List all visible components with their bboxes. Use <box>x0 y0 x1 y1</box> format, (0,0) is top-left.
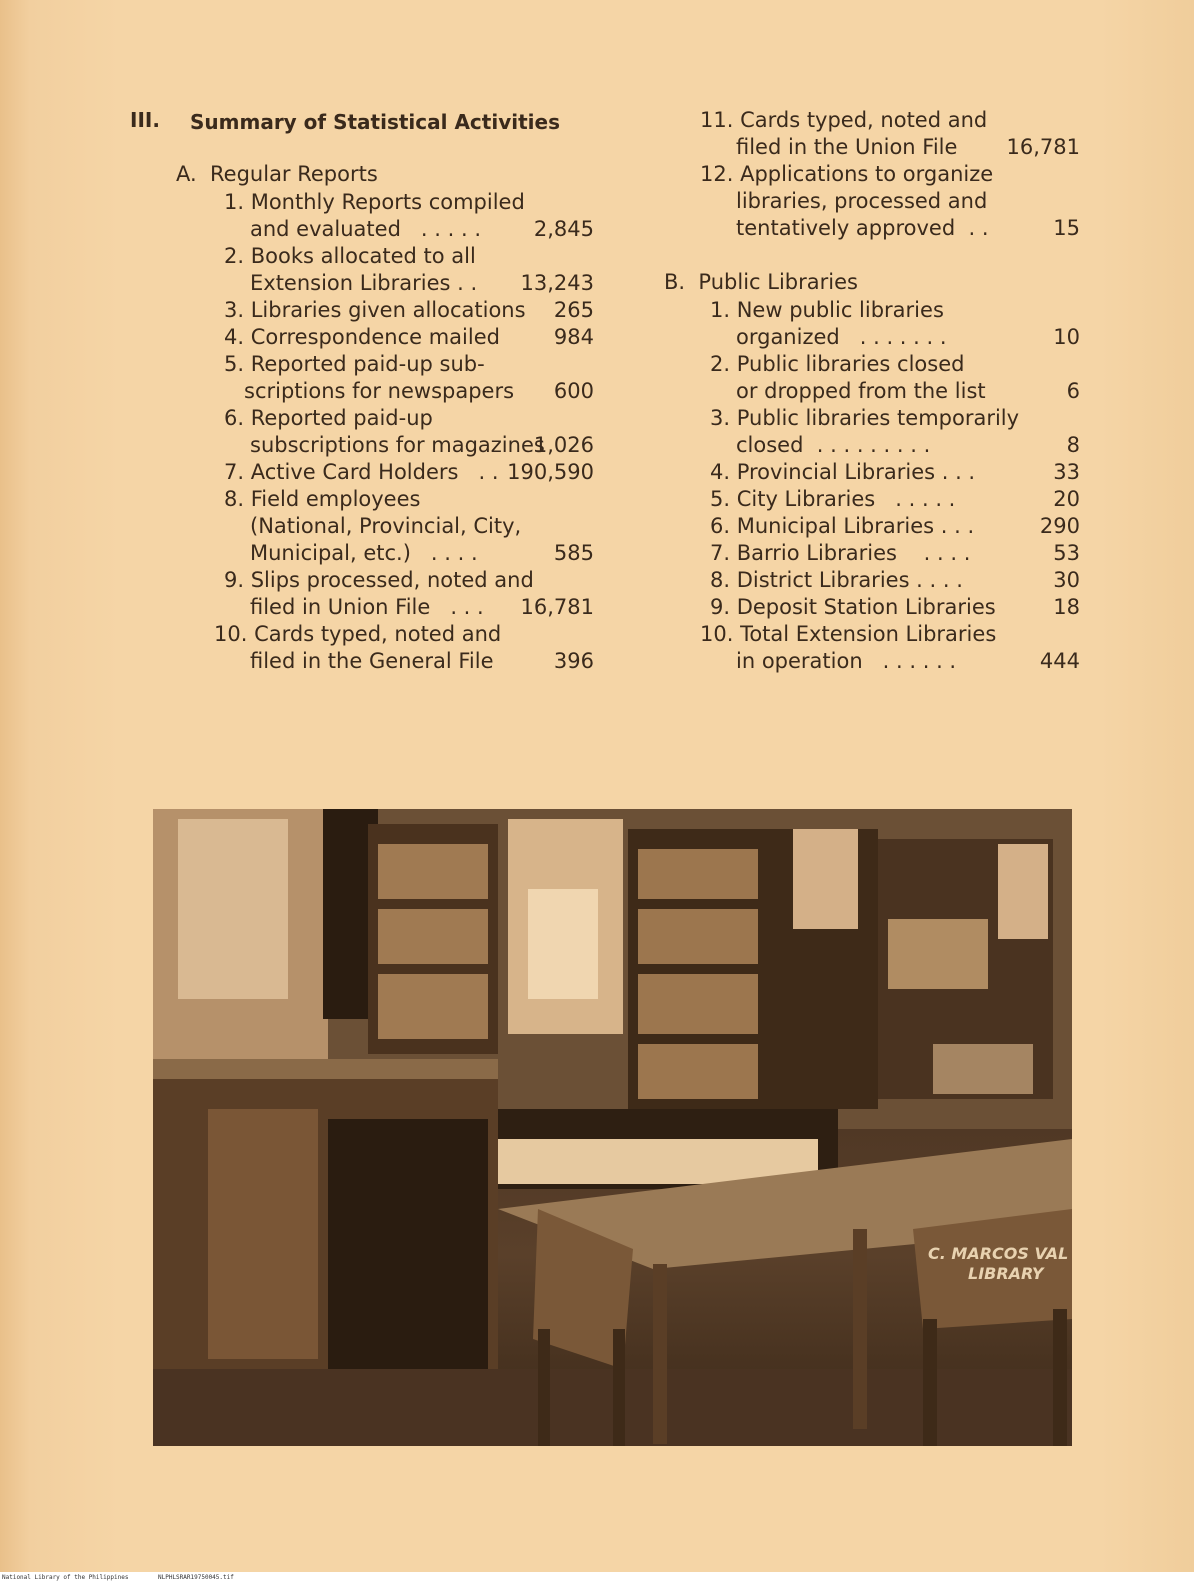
item-text: 2. Books allocated to all <box>224 244 476 268</box>
list-item <box>700 567 1080 594</box>
item-value: 33 <box>1053 460 1080 484</box>
item-text: 6. Reported paid-up <box>224 406 433 430</box>
list-item <box>214 594 594 621</box>
item-value: 984 <box>553 325 594 349</box>
list-item <box>214 459 594 486</box>
list-item <box>214 405 594 432</box>
item-value: 190,590 <box>507 460 594 484</box>
photo-illustration <box>153 809 1072 1446</box>
list-item <box>700 351 1080 378</box>
list-item <box>700 161 1080 188</box>
item-value: 15 <box>1053 216 1080 240</box>
list-item <box>700 459 1080 486</box>
item-text: 3. Public libraries temporarily <box>710 406 1020 430</box>
list-item <box>700 432 1080 459</box>
item-text: filed in the Union File <box>736 135 958 159</box>
item-value: 30 <box>1053 568 1080 592</box>
library-interior-photo <box>153 809 1072 1446</box>
section-title: Summary of Statistical Activities <box>190 110 560 134</box>
list-item <box>214 189 594 216</box>
list-item <box>700 594 1080 621</box>
list-item <box>700 621 1080 648</box>
list-item <box>700 405 1080 432</box>
list-item <box>700 188 1080 215</box>
item-text: subscriptions for magazines <box>250 433 545 457</box>
item-value: 53 <box>1053 541 1080 565</box>
item-value: 1,026 <box>533 433 594 457</box>
item-value: 2,845 <box>533 217 594 241</box>
public-libraries-list <box>700 297 1080 675</box>
list-item <box>214 648 594 675</box>
item-value: 16,781 <box>1006 135 1080 159</box>
list-item <box>214 378 594 405</box>
item-text: libraries, processed and <box>736 189 988 213</box>
list-item <box>214 351 594 378</box>
item-value: 10 <box>1053 325 1080 349</box>
public-libraries-heading: B. Public Libraries <box>664 270 858 294</box>
item-text: 9. Deposit Station Libraries <box>710 595 996 619</box>
list-item <box>700 378 1080 405</box>
item-text: 5. Reported paid-up sub- <box>224 352 485 376</box>
list-item <box>700 648 1080 675</box>
item-text: 7. Barrio Libraries . . . . <box>710 541 971 565</box>
item-value: 16,781 <box>520 595 594 619</box>
list-item <box>214 567 594 594</box>
item-text: 11. Cards typed, noted and <box>700 108 988 132</box>
item-text: 3. Libraries given allocations <box>224 298 526 322</box>
list-item <box>700 513 1080 540</box>
list-item <box>700 486 1080 513</box>
item-text: filed in Union File . . . <box>250 595 484 619</box>
item-text: 10. Cards typed, noted and <box>214 622 502 646</box>
item-text: and evaluated . . . . . <box>250 217 481 241</box>
item-value: 585 <box>553 541 594 565</box>
list-item <box>700 540 1080 567</box>
item-text: (National, Provincial, City, <box>250 514 522 538</box>
item-text: 6. Municipal Libraries . . . <box>710 514 975 538</box>
item-value: 18 <box>1053 595 1080 619</box>
item-text: 4. Provincial Libraries . . . <box>710 460 976 484</box>
item-text: closed . . . . . . . . . <box>736 433 931 457</box>
item-text: 1. New public libraries <box>710 298 944 322</box>
item-text: 4. Correspondence mailed <box>224 325 500 349</box>
item-text: filed in the General File <box>250 649 494 673</box>
item-value: 6 <box>1066 379 1080 403</box>
item-value: 8 <box>1066 433 1080 457</box>
item-text: scriptions for newspapers <box>244 379 515 403</box>
list-item <box>214 270 594 297</box>
item-text: 12. Applications to organize <box>700 162 994 186</box>
item-text: organized . . . . . . . <box>736 325 947 349</box>
item-value: 20 <box>1053 487 1080 511</box>
regular-reports-continued <box>700 107 1080 242</box>
list-item <box>214 486 594 513</box>
list-item <box>214 243 594 270</box>
list-item <box>700 215 1080 242</box>
item-value: 396 <box>553 649 594 673</box>
list-item <box>214 216 594 243</box>
item-text: tentatively approved . . <box>736 216 989 240</box>
item-value: 600 <box>553 379 594 403</box>
list-item <box>214 621 594 648</box>
item-text: 8. District Libraries . . . . <box>710 568 963 592</box>
item-text: 2. Public libraries closed <box>710 352 965 376</box>
item-text: in operation . . . . . . <box>736 649 957 673</box>
list-item <box>214 324 594 351</box>
list-item <box>214 513 594 540</box>
list-item <box>700 107 1080 134</box>
list-item <box>700 134 1080 161</box>
list-item <box>700 297 1080 324</box>
item-text: 8. Field employees <box>224 487 421 511</box>
item-text: 5. City Libraries . . . . . <box>710 487 956 511</box>
item-text: 1. Monthly Reports compiled <box>224 190 525 214</box>
list-item <box>214 432 594 459</box>
item-value: 265 <box>553 298 594 322</box>
regular-reports-list <box>214 189 594 675</box>
item-value: 290 <box>1039 514 1080 538</box>
list-item <box>214 297 594 324</box>
chair-lettering: C. MARCOS VAL <box>928 1244 1069 1263</box>
item-text: Municipal, etc.) . . . . <box>250 541 478 565</box>
item-text: 10. Total Extension Libraries <box>700 622 997 646</box>
item-value: 13,243 <box>520 271 594 295</box>
section-numeral: III. <box>130 108 160 132</box>
list-item <box>700 324 1080 351</box>
chair-lettering-2: LIBRARY <box>968 1264 1044 1283</box>
footer-right: NLPHLSRAR19750045.tif <box>158 1574 234 1581</box>
regular-reports-heading: A. Regular Reports <box>176 162 378 186</box>
item-value: 444 <box>1039 649 1080 673</box>
footer-left: National Library of the Philippines <box>2 1574 129 1581</box>
item-text: Extension Libraries . . <box>250 271 478 295</box>
item-text: 7. Active Card Holders . . <box>224 460 499 484</box>
scan-footer <box>0 1572 1194 1583</box>
list-item <box>214 540 594 567</box>
item-text: or dropped from the list <box>736 379 986 403</box>
item-text: 9. Slips processed, noted and <box>224 568 534 592</box>
